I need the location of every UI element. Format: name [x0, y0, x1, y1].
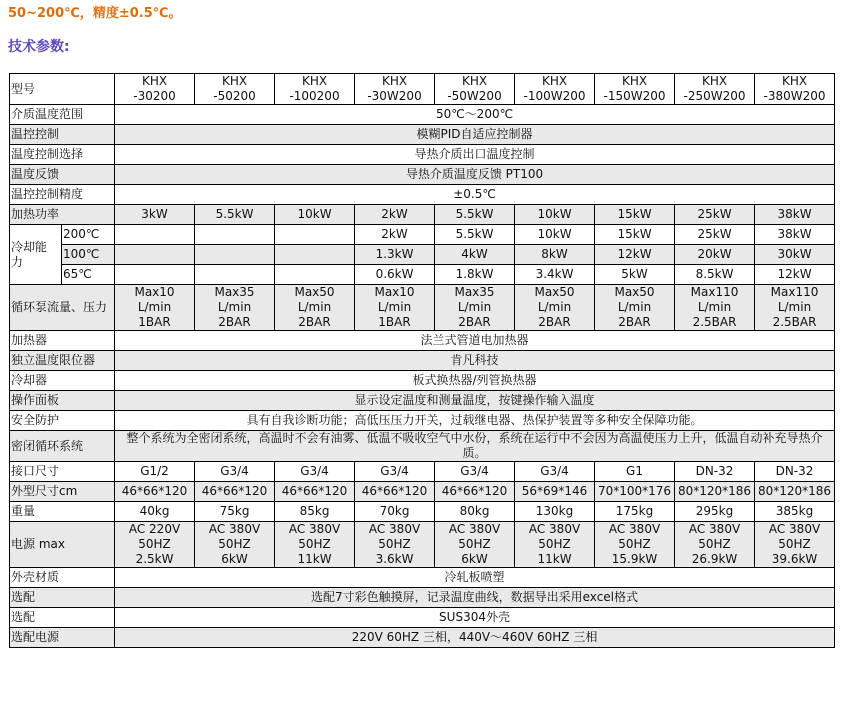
row-label: 密闭循环系统	[10, 431, 115, 462]
model-cell: KHX -380W200	[755, 74, 835, 105]
value-cell: 38kW	[755, 225, 835, 245]
value-cell: 40kg	[115, 502, 195, 522]
row-label: 温控控制精度	[10, 185, 115, 205]
value-cell: Max50 L/min 2BAR	[595, 285, 675, 331]
value-cell: 1.3kW	[355, 245, 435, 265]
value-cell: 3.4kW	[515, 265, 595, 285]
value-cell: 175kg	[595, 502, 675, 522]
value-cell: Max10 L/min 1BAR	[115, 285, 195, 331]
table-row-weight	[10, 502, 835, 522]
table-row-cooler	[10, 371, 835, 391]
value-cell: 8.5kW	[675, 265, 755, 285]
model-cell: KHX -30W200	[355, 74, 435, 105]
row-label: 接口尺寸	[10, 462, 115, 482]
value-cell: 1.8kW	[435, 265, 515, 285]
model-cell: KHX -50W200	[435, 74, 515, 105]
value-cell: 46*66*120	[355, 482, 435, 502]
value-cell: AC 380V 50HZ 3.6kW	[355, 522, 435, 568]
intro-text: 50~200℃，精度±0.5℃。	[8, 6, 182, 21]
value-cell: 2kW	[355, 225, 435, 245]
row-label: 选配	[10, 588, 115, 608]
value-cell: AC 220V 50HZ 2.5kW	[115, 522, 195, 568]
table-row-option-1	[10, 588, 835, 608]
row-label-cooling: 冷却能 力	[10, 225, 62, 285]
table-row-port	[10, 462, 835, 482]
value-cell: 56*69*146	[515, 482, 595, 502]
value-cell: 20kW	[675, 245, 755, 265]
table-row-medium-temp	[10, 105, 835, 125]
value-cell: 85kg	[275, 502, 355, 522]
value-cell: 5.5kW	[435, 225, 515, 245]
value-cell: AC 380V 50HZ 6kW	[195, 522, 275, 568]
value-cell: 295kg	[675, 502, 755, 522]
row-value: 冷轧板喷塑	[115, 568, 835, 588]
row-label: 温度控制选择	[10, 145, 115, 165]
value-cell: Max110 L/min 2.5BAR	[675, 285, 755, 331]
row-value: 整个系统为全密闭系统，高温时不会有油雾、低温不吸收空气中水份，系统在运行中不会因为高温使压力上升，低温自动补充导热介质。	[115, 431, 835, 462]
value-cell	[115, 265, 195, 285]
value-cell: 46*66*120	[435, 482, 515, 502]
value-cell: AC 380V 50HZ 11kW	[515, 522, 595, 568]
row-value: 法兰式管道电加热器	[115, 331, 835, 351]
table-row-dimension	[10, 482, 835, 502]
value-cell	[275, 225, 355, 245]
value-cell: G1/2	[115, 462, 195, 482]
table-row-panel	[10, 391, 835, 411]
row-value: 板式换热器/列管换热器	[115, 371, 835, 391]
table-row-cooling-65	[10, 265, 835, 285]
table-row-safety	[10, 411, 835, 431]
value-cell	[275, 265, 355, 285]
row-value: 肯凡科技	[115, 351, 835, 371]
row-value: 模糊PID自适应控制器	[115, 125, 835, 145]
value-cell: Max110 L/min 2.5BAR	[755, 285, 835, 331]
table-row-temp-select	[10, 145, 835, 165]
value-cell: 385kg	[755, 502, 835, 522]
table-row-closed-loop	[10, 431, 835, 462]
value-cell: 80*120*186	[675, 482, 755, 502]
row-label: 循环泵流量、压力	[10, 285, 115, 331]
model-cell: KHX -100200	[275, 74, 355, 105]
value-cell: 2kW	[355, 205, 435, 225]
value-cell: Max10 L/min 1BAR	[355, 285, 435, 331]
value-cell	[115, 245, 195, 265]
value-cell: G3/4	[195, 462, 275, 482]
table-row-cooling-100	[10, 245, 835, 265]
row-label: 介质温度范围	[10, 105, 115, 125]
model-cell: KHX -50200	[195, 74, 275, 105]
table-row-shell	[10, 568, 835, 588]
value-cell: 5kW	[595, 265, 675, 285]
row-value: SUS304外壳	[115, 608, 835, 628]
value-cell: 5.5kW	[195, 205, 275, 225]
row-value: 220V 60HZ 三相，440V～460V 60HZ 三相	[115, 628, 835, 648]
value-cell: AC 380V 50HZ 26.9kW	[675, 522, 755, 568]
value-cell: AC 380V 50HZ 15.9kW	[595, 522, 675, 568]
model-cell: KHX -250W200	[675, 74, 755, 105]
table-row-option-power	[10, 628, 835, 648]
value-cell: G1	[595, 462, 675, 482]
row-label: 加热器	[10, 331, 115, 351]
row-label: 操作面板	[10, 391, 115, 411]
value-cell: AC 380V 50HZ 6kW	[435, 522, 515, 568]
value-cell: 75kg	[195, 502, 275, 522]
value-cell: G3/4	[275, 462, 355, 482]
value-cell: Max50 L/min 2BAR	[275, 285, 355, 331]
table-row-option-2	[10, 608, 835, 628]
row-label: 温度反馈	[10, 165, 115, 185]
row-label: 独立温度限位器	[10, 351, 115, 371]
value-cell: 70*100*176	[595, 482, 675, 502]
table-row-accuracy	[10, 185, 835, 205]
row-value: 导热介质出口温度控制	[115, 145, 835, 165]
value-cell: G3/4	[515, 462, 595, 482]
value-cell: 5.5kW	[435, 205, 515, 225]
value-cell: 12kW	[755, 265, 835, 285]
row-label: 温控控制	[10, 125, 115, 145]
value-cell	[275, 245, 355, 265]
value-cell: 25kW	[675, 205, 755, 225]
row-label: 加热功率	[10, 205, 115, 225]
row-label: 电源 max	[10, 522, 115, 568]
table-row-models	[10, 74, 835, 105]
value-cell	[195, 245, 275, 265]
row-value: ±0.5℃	[115, 185, 835, 205]
value-cell: 130kg	[515, 502, 595, 522]
value-cell: 10kW	[275, 205, 355, 225]
value-cell	[195, 265, 275, 285]
value-cell: 80*120*186	[755, 482, 835, 502]
value-cell: 46*66*120	[195, 482, 275, 502]
row-label-models: 型号	[10, 74, 115, 105]
value-cell: AC 380V 50HZ 11kW	[275, 522, 355, 568]
table-row-pump	[10, 285, 835, 331]
model-cell: KHX -100W200	[515, 74, 595, 105]
value-cell: 15kW	[595, 225, 675, 245]
table-row-heater	[10, 331, 835, 351]
table-row-cooling-200	[10, 225, 835, 245]
table-row-heating-power	[10, 205, 835, 225]
value-cell: 10kW	[515, 225, 595, 245]
row-value: 选配7寸彩色触摸屏，记录温度曲线，数据导出采用excel格式	[115, 588, 835, 608]
value-cell: 30kW	[755, 245, 835, 265]
value-cell: 46*66*120	[115, 482, 195, 502]
row-label: 选配	[10, 608, 115, 628]
section-title: 技术参数:	[8, 39, 70, 55]
value-cell	[195, 225, 275, 245]
row-label: 外型尺寸cm	[10, 482, 115, 502]
value-cell: DN-32	[675, 462, 755, 482]
value-cell: Max35 L/min 2BAR	[435, 285, 515, 331]
value-cell: 25kW	[675, 225, 755, 245]
value-cell: AC 380V 50HZ 39.6kW	[755, 522, 835, 568]
row-value: 显示设定温度和测量温度，按键操作输入温度	[115, 391, 835, 411]
value-cell: Max35 L/min 2BAR	[195, 285, 275, 331]
row-label: 冷却器	[10, 371, 115, 391]
value-cell: 80kg	[435, 502, 515, 522]
value-cell: 8kW	[515, 245, 595, 265]
cooling-temp: 200℃	[62, 225, 115, 245]
value-cell: G3/4	[435, 462, 515, 482]
value-cell: Max50 L/min 2BAR	[515, 285, 595, 331]
row-value: 50℃～200℃	[115, 105, 835, 125]
value-cell	[115, 225, 195, 245]
value-cell: 3kW	[115, 205, 195, 225]
table-row-power	[10, 522, 835, 568]
row-label: 重量	[10, 502, 115, 522]
model-cell: KHX -30200	[115, 74, 195, 105]
value-cell: 0.6kW	[355, 265, 435, 285]
cooling-temp: 100℃	[62, 245, 115, 265]
row-label: 选配电源	[10, 628, 115, 648]
value-cell: 15kW	[595, 205, 675, 225]
value-cell: G3/4	[355, 462, 435, 482]
model-cell: KHX -150W200	[595, 74, 675, 105]
value-cell: 46*66*120	[275, 482, 355, 502]
cooling-temp: 65℃	[62, 265, 115, 285]
table-row-limiter	[10, 351, 835, 371]
row-value: 导热介质温度反馈 PT100	[115, 165, 835, 185]
value-cell: 70kg	[355, 502, 435, 522]
row-label: 外壳材质	[10, 568, 115, 588]
table-row-temp-feedback	[10, 165, 835, 185]
value-cell: 4kW	[435, 245, 515, 265]
value-cell: 10kW	[515, 205, 595, 225]
value-cell: 12kW	[595, 245, 675, 265]
spec-table	[9, 73, 835, 648]
row-label: 安全防护	[10, 411, 115, 431]
table-row-temp-control	[10, 125, 835, 145]
value-cell: DN-32	[755, 462, 835, 482]
row-value: 具有自我诊断功能；高低压压力开关，过载继电器、热保护装置等多种安全保障功能。	[115, 411, 835, 431]
value-cell: 38kW	[755, 205, 835, 225]
